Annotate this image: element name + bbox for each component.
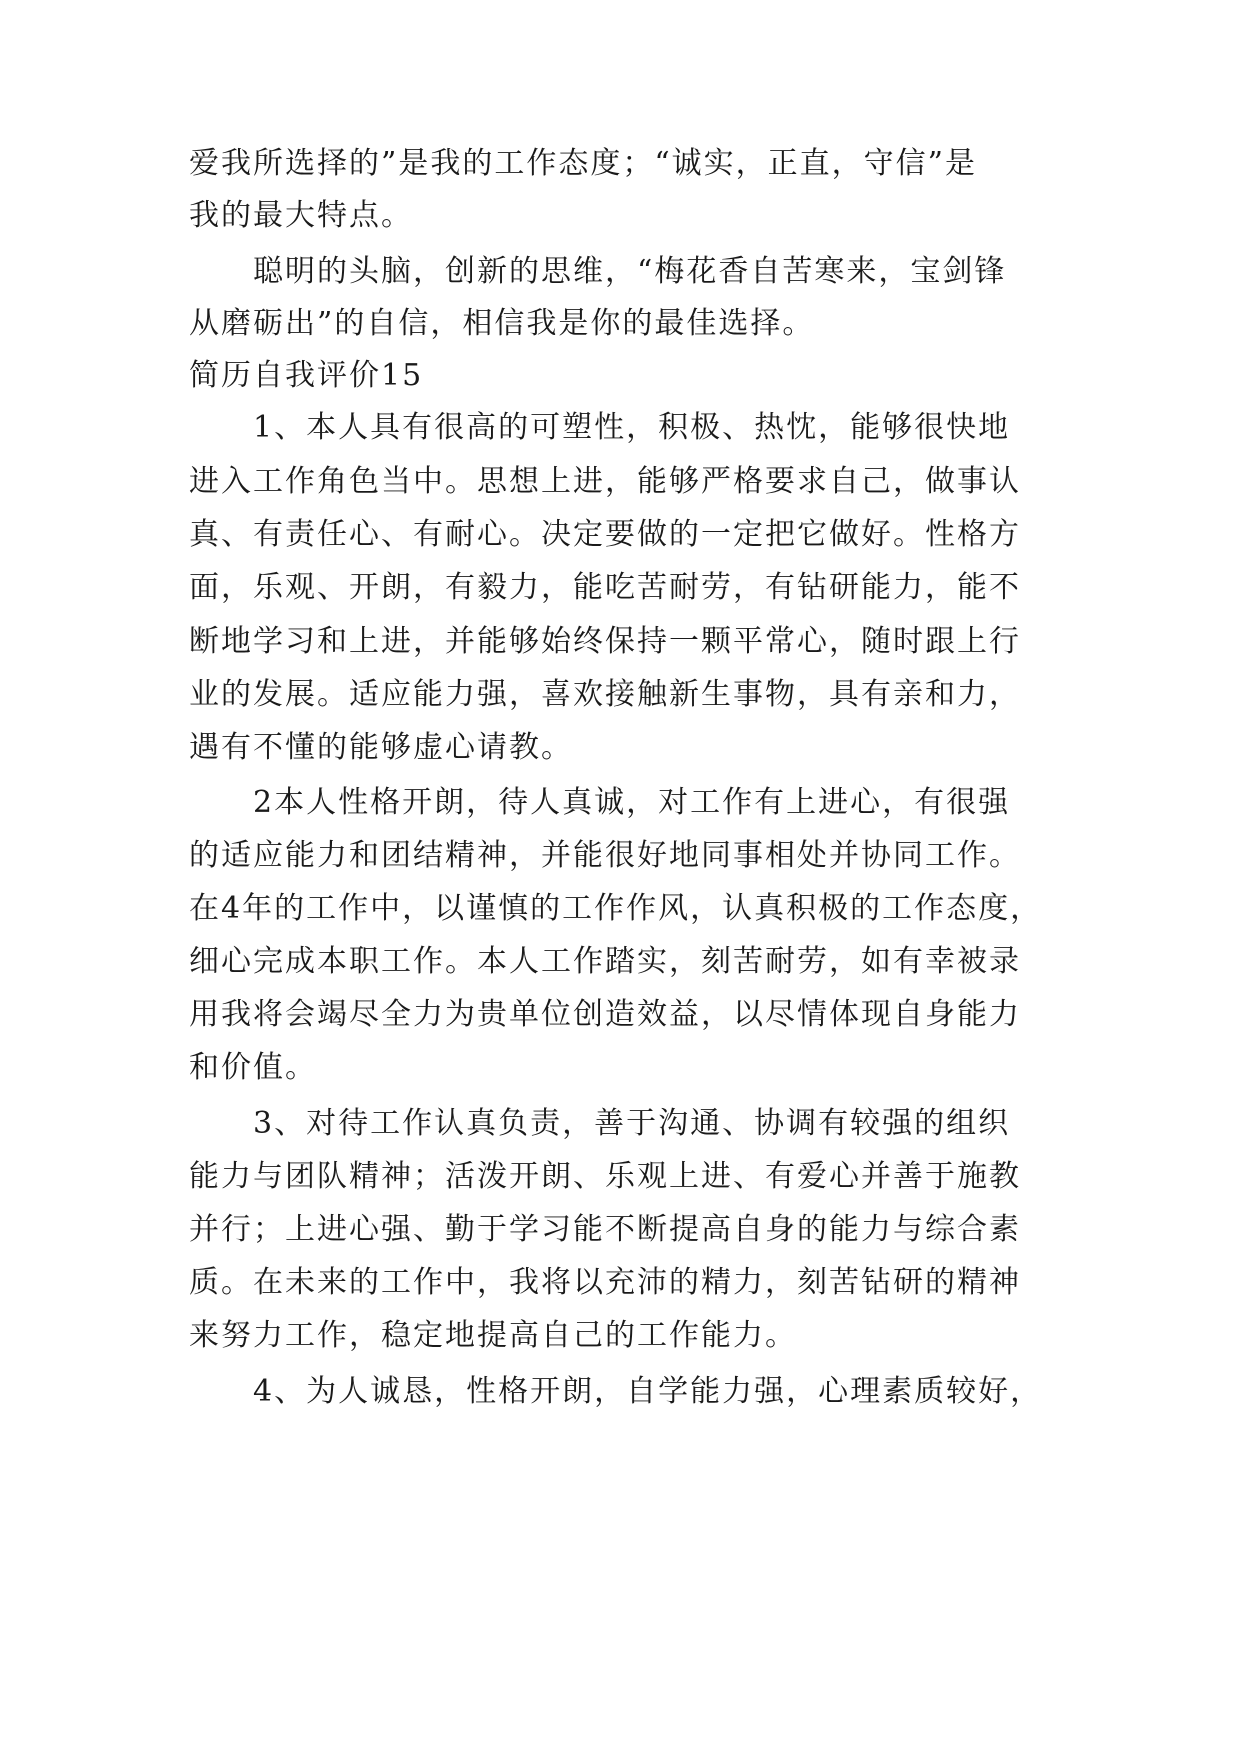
text-line: 3、对待工作认真负责，善于沟通、协调有较强的组织	[253, 1106, 1011, 1141]
text-line: 聪明的头脑，创新的思维，“梅花香自苦寒来，宝剑锋	[253, 254, 1007, 289]
text-line: 2本人性格开朗，待人真诚，对工作有上进心，有很强	[253, 785, 1011, 820]
text-line: 质。在未来的工作中，我将以充沛的精力，刻苦钻研的精神	[189, 1265, 1021, 1300]
text-line: 业的发展。适应能力强，喜欢接触新生事物，具有亲和力，	[189, 677, 1021, 712]
text-line: 细心完成本职工作。本人工作踏实，刻苦耐劳，如有幸被录	[189, 944, 1021, 979]
text-line: 面，乐观、开朗，有毅力，能吃苦耐劳，有钻研能力，能不	[189, 570, 1021, 605]
section-heading: 简历自我评价15	[189, 358, 424, 393]
text-line: 从磨砺出”的自信，相信我是你的最佳选择。	[189, 306, 815, 341]
text-line: 并行；上进心强、勤于学习能不断提高自身的能力与综合素	[189, 1212, 1021, 1247]
text-line: 进入工作角色当中。思想上进，能够严格要求自己，做事认	[189, 464, 1021, 499]
text-line: 能力与团队精神；活泼开朗、乐观上进、有爱心并善于施教	[189, 1159, 1021, 1194]
text-line: 的适应能力和团结精神，并能很好地同事相处并协同工作。	[189, 838, 1021, 873]
text-line: 在4年的工作中，以谨慎的工作作风，认真积极的工作态度，	[189, 891, 1043, 926]
text-line: 断地学习和上进，并能够始终保持一颗平常心，随时跟上行	[189, 624, 1021, 659]
text-line: 来努力工作，稳定地提高自己的工作能力。	[189, 1318, 797, 1353]
text-line: 用我将会竭尽全力为贵单位创造效益，以尽情体现自身能力	[189, 997, 1021, 1032]
text-line: 4、为人诚恳，性格开朗，自学能力强，心理素质较好，	[253, 1374, 1043, 1409]
text-line: 和价值。	[189, 1050, 317, 1085]
text-line: 遇有不懂的能够虚心请教。	[189, 730, 573, 765]
text-line: 1、本人具有很高的可塑性，积极、热忱，能够很快地	[253, 410, 1011, 445]
text-line: 真、有责任心、有耐心。决定要做的一定把它做好。性格方	[189, 517, 1021, 552]
text-line: 爱我所选择的”是我的工作态度；“诚实，正直，守信”是	[189, 146, 978, 181]
text-line: 我的最大特点。	[189, 198, 413, 233]
